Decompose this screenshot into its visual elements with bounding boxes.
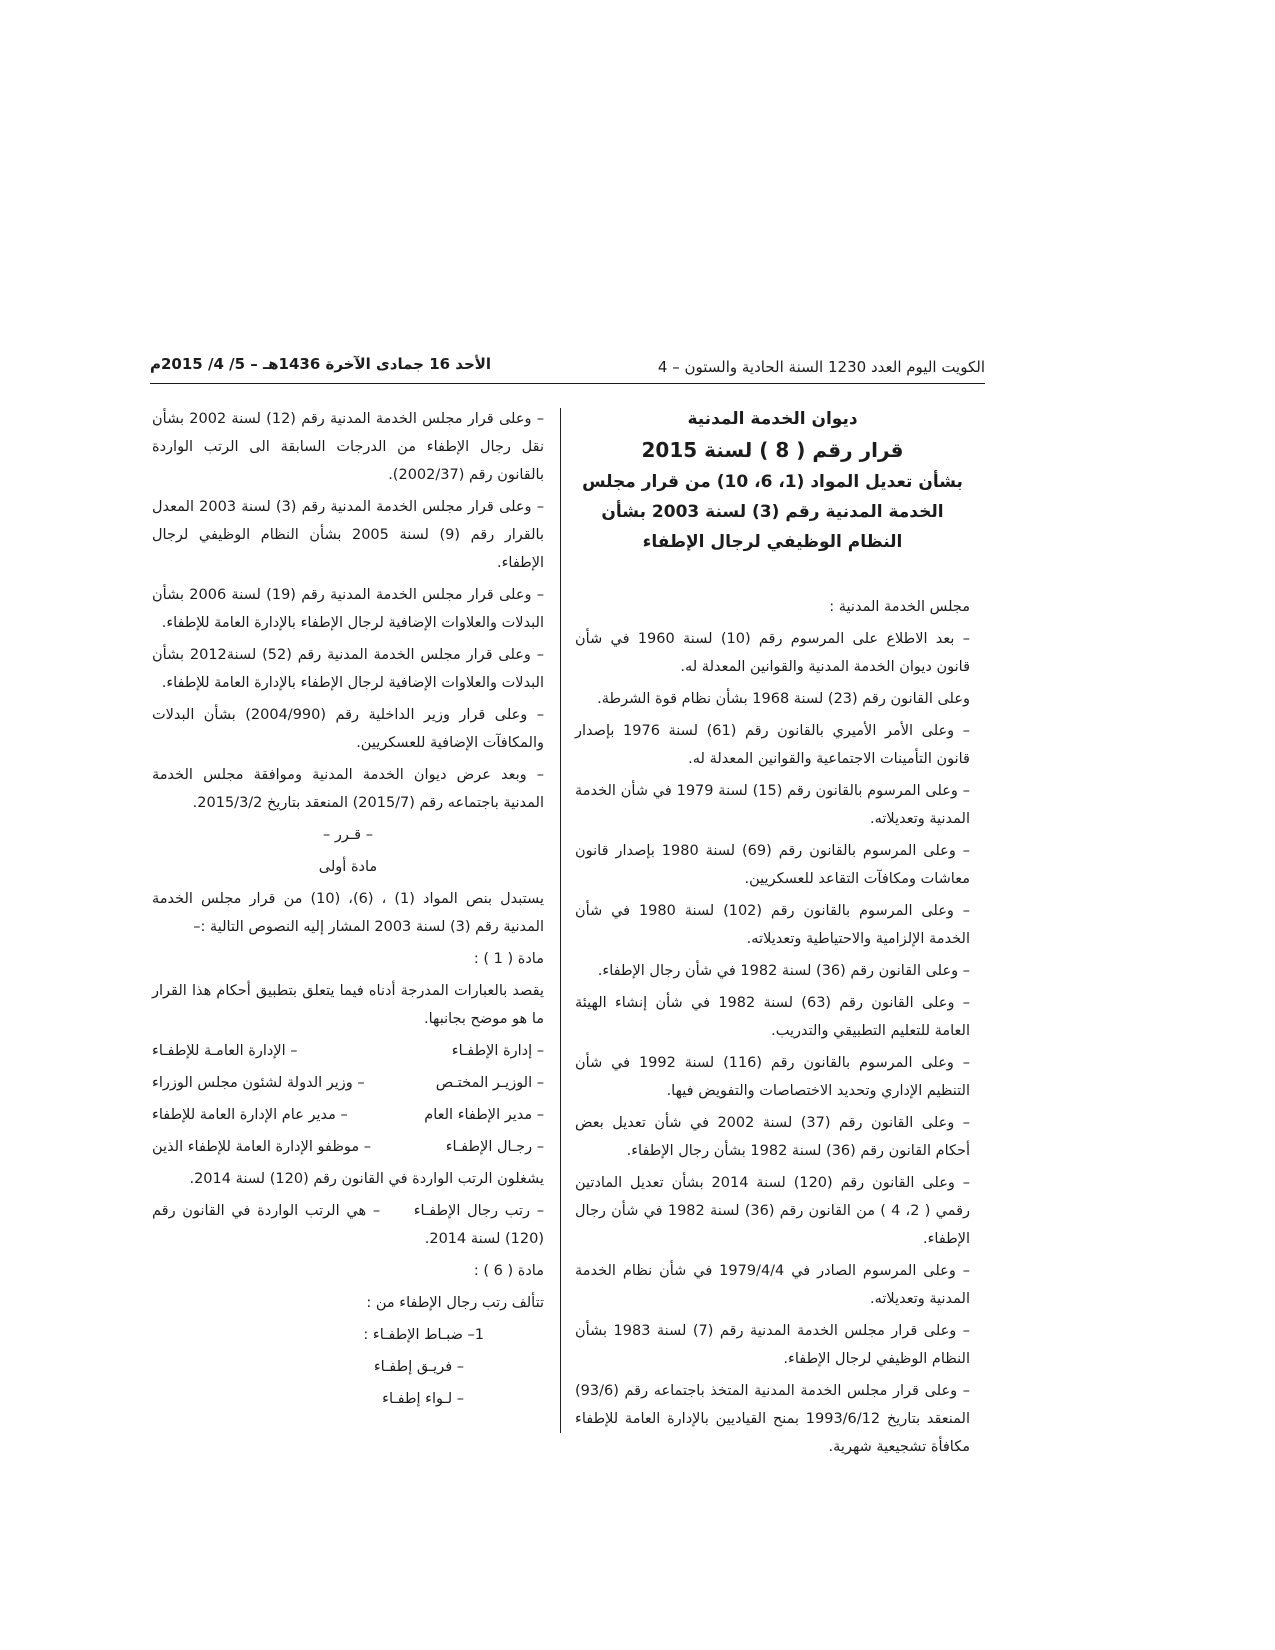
decree-word: – قـرر – bbox=[323, 827, 373, 843]
recital-paragraph: – وعلى قرار مجلس الخدمة المدنية المتخذ باجتماعه رقم (93/6) المنعقد بتاريخ 1993/6/12 بمنح القياديين بالإدارة العامة للإطفاء مكافأة تشجيعية شهرية. bbox=[575, 1383, 970, 1455]
council-intro: مجلس الخدمة المدنية : bbox=[829, 599, 970, 615]
recital-paragraph: – وعلى القانون رقم (37) لسنة 2002 في شأن تعديل بعض أحكام القانون رقم (36) لسنة 1982 بشأن رجال الإطفاء. bbox=[575, 1115, 970, 1159]
recital-paragraph: – وعلى الأمر الأميري بالقانون رقم (61) لسنة 1976 بإصدار قانون التأمينات الاجتماعية والقوانين المعدلة له. bbox=[575, 723, 970, 767]
ranks-definition bbox=[152, 1197, 544, 1253]
issuing-organization: ديوان الخدمة المدنية bbox=[687, 409, 858, 429]
definition-meaning: – الإدارة العامـة للإطفـاء bbox=[152, 1043, 298, 1059]
recital-paragraph: – وعلى المرسوم بالقانون رقم (116) لسنة 1992 في شأن التنظيم الإداري وتحديد الاختصاصات والتفويض فيها. bbox=[575, 1055, 970, 1099]
decision-number: قرار رقم ( 8 ) لسنة 2015 bbox=[641, 438, 904, 462]
recital-paragraph: – وعلى المرسوم بالقانون رقم (15) لسنة 1979 في شأن الخدمة المدنية وتعديلاته. bbox=[575, 783, 970, 827]
recital-paragraph: وعلى القانون رقم (23) لسنة 1968 بشأن نظام قوة الشرطة. bbox=[597, 691, 970, 707]
definition-term: – إدارة الإطفـاء bbox=[451, 1043, 544, 1059]
replacement-text: يستبدل بنص المواد (1) ، (6)، (10) من قرار مجلس الخدمة المدنية رقم (3) لسنة 2003 المشار إليه النصوص التالية :– bbox=[152, 891, 545, 935]
recital-paragraph: – وعلى القانون رقم (36) لسنة 1982 في شأن رجال الإطفاء. bbox=[597, 963, 970, 979]
ranks-term: – رتب رجال الإطفـاء bbox=[413, 1203, 545, 1219]
definition-meaning: – وزير الدولة لشئون مجلس الوزراء bbox=[152, 1075, 365, 1091]
officers-heading: 1– ضبـاط الإطفـاء : bbox=[363, 1327, 484, 1343]
definition-row bbox=[152, 1101, 544, 1129]
recital-paragraph: – وعلى المرسوم بالقانون رقم (69) لسنة 1980 بإصدار قانون معاشات ومكافآت التقاعد للعسكريين. bbox=[575, 843, 970, 887]
article-6-heading: مادة ( 6 ) : bbox=[473, 1263, 544, 1279]
article-first-heading: مادة أولى bbox=[318, 859, 378, 875]
definition-meaning: – موظفو الإدارة العامة للإطفاء الذين bbox=[152, 1139, 372, 1155]
definition-row bbox=[152, 1069, 544, 1097]
recital-paragraph: – وبعد عرض ديوان الخدمة المدنية وموافقة مجلس الخدمة المدنية باجتماعه رقم (2015/7) المنعقد بتاريخ 2015/3/2. bbox=[152, 767, 544, 811]
recital-paragraph: – وعلى القانون رقم (63) لسنة 1982 في شأن إنشاء الهيئة العامة للتعليم التطبيقي والتدريب. bbox=[575, 995, 971, 1039]
header-date: الأحد 16 جمادى الآخرة 1436هـ – 5/ 4/ 2015م bbox=[150, 355, 492, 373]
recital-paragraph: – وعلى القانون رقم (120) لسنة 2014 بشأن تعديل المادتين رقمي ( 2، 4 ) من القانون رقم (36) لسنة 1982 في شأن رجال الإطفاء. bbox=[575, 1175, 971, 1247]
definition-continuation: يشغلون الرتب الواردة في القانون رقم (120) لسنة 2014. bbox=[189, 1171, 544, 1187]
decision-title-block bbox=[575, 405, 970, 557]
article-6-intro: تتألف رتب رجال الإطفاء من : bbox=[366, 1295, 544, 1311]
decision-subject: بشأن تعديل المواد (1، 6، 10) من قرار مجلس الخدمة المدنية رقم (3) لسنة 2003 بشأن النظام الوظيفي لرجال الإطفاء bbox=[582, 472, 963, 552]
header-rule bbox=[150, 383, 985, 384]
article-1-heading: مادة ( 1 ) : bbox=[473, 951, 544, 967]
definition-meaning: – مدير عام الإدارة العامة للإطفاء bbox=[152, 1107, 348, 1123]
recital-paragraph: – وعلى قرار مجلس الخدمة المدنية رقم (3) لسنة 2003 المعدل بالقرار رقم (9) لسنة 2005 بشأن النظام الوظيفي لرجال الإطفاء. bbox=[152, 499, 544, 571]
header-issue-info: الكويت اليوم العدد 1230 السنة الحادية والستون – 4 bbox=[657, 358, 985, 376]
recital-paragraph: – وعلى المرسوم الصادر في 1979/4/4 في شأن نظام الخدمة المدنية وتعديلاته. bbox=[575, 1263, 970, 1307]
rank-item: – لـواء إطفـاء bbox=[382, 1391, 464, 1407]
column-divider bbox=[560, 408, 561, 1433]
left-column bbox=[152, 405, 544, 1417]
recital-paragraph: – وعلى قرار مجلس الخدمة المدنية رقم (19) لسنة 2006 بشأن البدلات والعلاوات الإضافية لرجال الإطفاء بالإدارة العامة للإطفاء. bbox=[152, 587, 544, 631]
recital-paragraph: – وعلى المرسوم بالقانون رقم (102) لسنة 1980 في شأن الخدمة الإلزامية والاحتياطية وتعديلاته. bbox=[575, 903, 970, 947]
right-column bbox=[575, 405, 970, 1465]
recital-paragraph: – وعلى قرار مجلس الخدمة المدنية رقم (52) لسنة2012 بشأن البدلات والعلاوات الإضافية لرجال الإطفاء بالإدارة العامة للإطفاء. bbox=[152, 647, 544, 691]
rank-item: – فريـق إطفـاء bbox=[373, 1359, 464, 1375]
definition-term: – الوزيـر المختـص bbox=[435, 1075, 544, 1091]
definition-term: – رجـال الإطفـاء bbox=[445, 1139, 544, 1155]
definition-row bbox=[152, 1133, 544, 1161]
recital-paragraph: – وعلى قرار مجلس الخدمة المدنية رقم (12) لسنة 2002 بشأن نقل رجال الإطفاء من الدرجات السابقة الى الرتب الواردة بالقانون رقم (2002/37). bbox=[152, 411, 544, 483]
definition-term: – مدير الإطفاء العام bbox=[424, 1107, 544, 1123]
recital-paragraph: – وعلى قرار مجلس الخدمة المدنية رقم (7) لسنة 1983 بشأن النظام الوظيفي لرجال الإطفاء. bbox=[575, 1323, 970, 1367]
ranks-meaning: – هي الرتب الواردة في القانون رقم (120) لسنة 2014. bbox=[152, 1203, 544, 1247]
article-1-intro: يقصد بالعبارات المدرجة أدناه فيما يتعلق بتطبيق أحكام هذا القرار ما هو موضح بجانبها. bbox=[152, 983, 544, 1027]
recital-paragraph: – وعلى قرار وزير الداخلية رقم (2004/990) بشأن البدلات والمكافآت الإضافية للعسكريين. bbox=[152, 707, 544, 751]
definition-row bbox=[152, 1037, 544, 1065]
recital-paragraph: – بعد الاطلاع على المرسوم رقم (10) لسنة 1960 في شأن قانون ديوان الخدمة المدنية والقوانين المعدلة له. bbox=[575, 631, 970, 675]
